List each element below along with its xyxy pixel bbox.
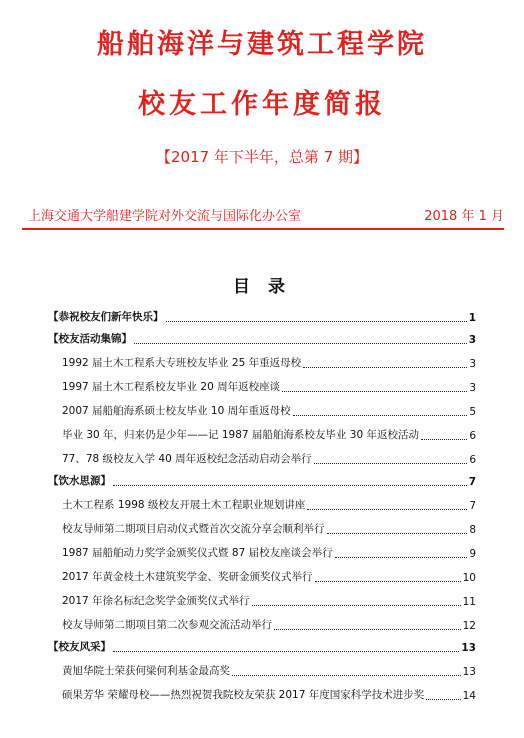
toc-entry-text: 【恭祝校友们新年快乐】 [48,311,164,323]
toc-item-entry[interactable] [48,584,476,608]
toc-page-number: 7 [468,476,476,488]
toc-item-entry[interactable] [48,394,476,418]
toc-leader-dots [274,628,461,630]
toc-section-entry[interactable] [48,302,476,324]
toc-page-number: 11 [462,596,476,608]
toc-page-number: 3 [469,382,476,394]
toc-entry-text: 2017 年徐名标纪念奖学金颁奖仪式举行 [62,595,250,607]
toc-page-number: 14 [462,690,476,702]
toc-page-number: 5 [469,406,476,418]
toc-item-entry[interactable] [48,560,476,584]
toc-page-number: 13 [461,642,476,654]
toc-section-entry[interactable] [48,632,476,654]
toc-entry-text: 校友导师第二期项目启动仪式暨首次交流分享会顺利举行 [62,523,325,535]
toc-leader-dots [252,604,461,606]
toc-entry-text: 【校友活动集锦】 [48,333,132,345]
toc-page-number: 7 [469,500,476,512]
toc-item-entry[interactable] [48,536,476,560]
toc-item-entry[interactable] [48,654,476,678]
toc-entry-text: 1992 届土木工程系大专班校友毕业 25 年重返母校 [62,357,302,369]
toc-leader-dots [421,438,467,440]
toc-leader-dots [232,674,461,676]
publication-date: 2018 年 1 月 [424,209,504,224]
toc-leader-dots [303,366,467,368]
toc-item-entry[interactable] [48,488,476,512]
newsletter-department-title: 船舶海洋与建筑工程学院 [97,29,427,60]
toc-item-entry[interactable] [48,678,476,702]
toc-entry-text: 硕果芳华 荣耀母校——热烈祝贺我院校友荣获 2017 年度国家科学技术进步奖 [62,689,425,701]
toc-page-number: 13 [462,666,476,678]
toc-entry-text: 【饮水思源】 [48,475,111,487]
toc-entry-text: 毕业 30 年，归来仍是少年——记 1987 届船舶海系校友毕业 30 年返校活动 [62,429,419,441]
toc-leader-dots [134,342,467,344]
toc-entry-text: 1987 届船舶动力奖学金颁奖仪式暨 87 届校友座谈会举行 [62,547,333,559]
toc-leader-dots [113,650,459,652]
toc-item-entry[interactable] [48,370,476,394]
toc-page-number: 3 [468,334,476,346]
toc-item-entry[interactable] [48,442,476,466]
table-of-contents [48,302,476,702]
toc-item-entry[interactable] [48,418,476,442]
toc-leader-dots [166,320,467,322]
toc-entry-text: 2007 届船舶海系硕士校友毕业 10 周年重返母校 [62,405,291,417]
toc-leader-dots [307,508,467,510]
newsletter-title: 校友工作年度简报 [138,89,386,120]
toc-leader-dots [327,532,468,534]
header-divider [22,228,504,230]
toc-leader-dots [335,556,468,558]
toc-item-entry[interactable] [48,512,476,536]
toc-section-entry[interactable] [48,466,476,488]
toc-entry-text: 77、78 级校友入学 40 周年返校纪念活动启动会举行 [62,453,312,465]
toc-leader-dots [293,414,468,416]
toc-leader-dots [314,462,468,464]
toc-leader-dots [113,484,467,486]
toc-page-number: 10 [462,572,476,584]
toc-page-number: 6 [469,430,476,442]
toc-page-number: 6 [469,454,476,466]
toc-entry-text: 土木工程系 1998 级校友开展土木工程职业规划讲座 [62,499,306,511]
toc-page-number: 3 [469,358,476,370]
toc-entry-text: 【校友风采】 [48,641,111,653]
toc-entry-text: 校友导师第二期项目第二次参观交流活动举行 [62,619,272,631]
organization-name: 上海交通大学船建学院对外交流与国际化办公室 [28,209,302,224]
toc-entry-text: 1997 届土木工程系校友毕业 20 周年返校座谈 [62,381,281,393]
toc-page-number: 9 [469,548,476,560]
toc-entry-text: 2017 年黄金枝土木建筑奖学金、奖研金颁奖仪式举行 [62,571,313,583]
toc-section-entry[interactable] [48,324,476,346]
issue-label: 【2017 年下半年，总第 7 期】 [155,148,369,166]
toc-page-number: 12 [462,620,476,632]
toc-item-entry[interactable] [48,608,476,632]
toc-leader-dots [426,698,460,700]
toc-page-number: 1 [468,312,476,324]
toc-item-entry[interactable] [48,346,476,370]
toc-leader-dots [282,390,467,392]
toc-leader-dots [315,580,461,582]
toc-title: 目 录 [233,277,291,297]
toc-page-number: 8 [469,524,476,536]
toc-entry-text: 黄旭华院士荣获何梁何利基金最高奖 [62,665,230,677]
